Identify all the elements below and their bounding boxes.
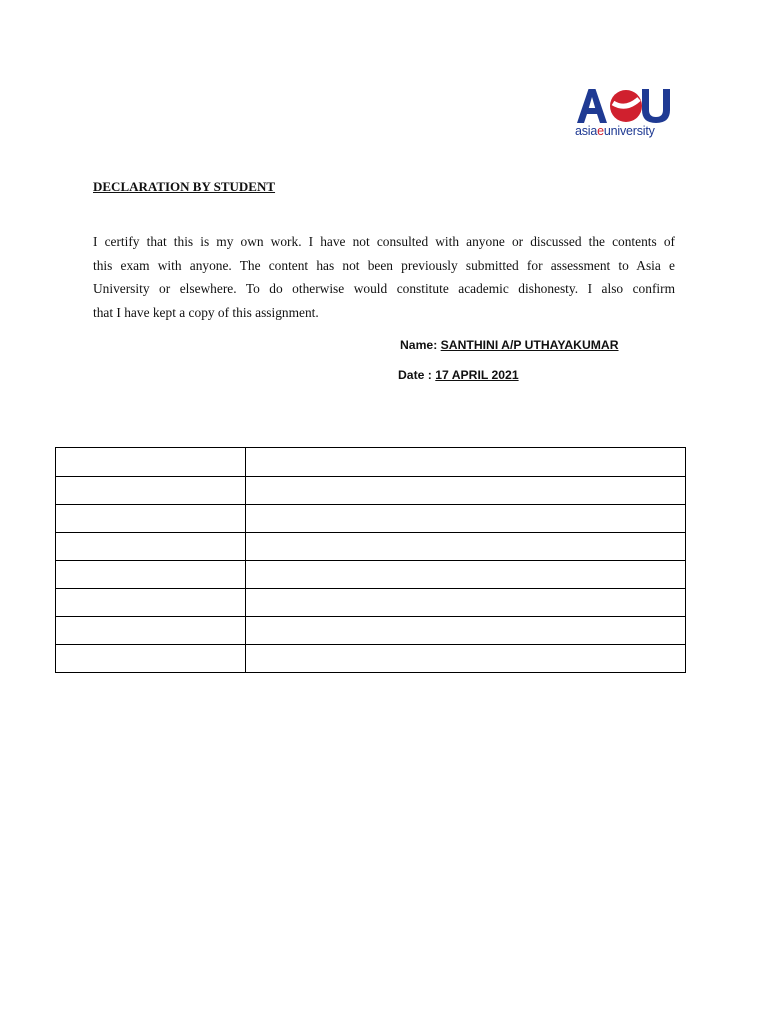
table-label-cell <box>56 533 246 561</box>
table-row <box>56 645 686 673</box>
table-value-cell <box>246 561 686 589</box>
table-value-cell <box>246 448 686 477</box>
table-value-cell <box>246 533 686 561</box>
table-label-cell <box>56 505 246 533</box>
name-label: Name: <box>400 338 438 352</box>
declaration-paragraph <box>93 230 675 325</box>
table-row <box>56 561 686 589</box>
table-label-cell <box>56 477 246 505</box>
declaration-line: University or elsewhere. To do otherwise would constitute academic dishonesty. I also confirm <box>93 281 675 297</box>
logo-wordmark: asiaeuniversity <box>575 124 655 138</box>
table-row <box>56 589 686 617</box>
info-table <box>55 447 686 673</box>
date-field <box>398 368 519 382</box>
table-label-cell <box>56 448 246 477</box>
table-row <box>56 617 686 645</box>
declaration-line: this exam with anyone. The content has not been previously submitted for assessment to Asia e <box>93 257 675 273</box>
table-value-cell <box>246 477 686 505</box>
table-value-cell <box>246 617 686 645</box>
declaration-heading: DECLARATION BY STUDENT <box>93 179 276 194</box>
aeu-logo-mark <box>575 86 673 124</box>
date-label: Date : <box>398 368 432 382</box>
table-value-cell <box>246 645 686 673</box>
table-value-cell <box>246 589 686 617</box>
declaration-line: I certify that this is my own work. I have not consulted with anyone or discussed the contents of <box>93 234 675 249</box>
university-logo <box>575 86 675 142</box>
table-label-cell <box>56 617 246 645</box>
table-label-cell <box>56 561 246 589</box>
date-value: 17 APRIL 2021 <box>435 368 519 382</box>
table-value-cell <box>246 505 686 533</box>
table-row <box>56 448 686 477</box>
table-row <box>56 533 686 561</box>
table-label-cell <box>56 589 246 617</box>
table-label-cell <box>56 645 246 673</box>
student-name-field <box>400 338 619 352</box>
table-row <box>56 477 686 505</box>
declaration-line: that I have kept a copy of this assignment. <box>93 305 319 321</box>
name-value: SANTHINI A/P UTHAYAKUMAR <box>440 338 619 352</box>
table-row <box>56 505 686 533</box>
